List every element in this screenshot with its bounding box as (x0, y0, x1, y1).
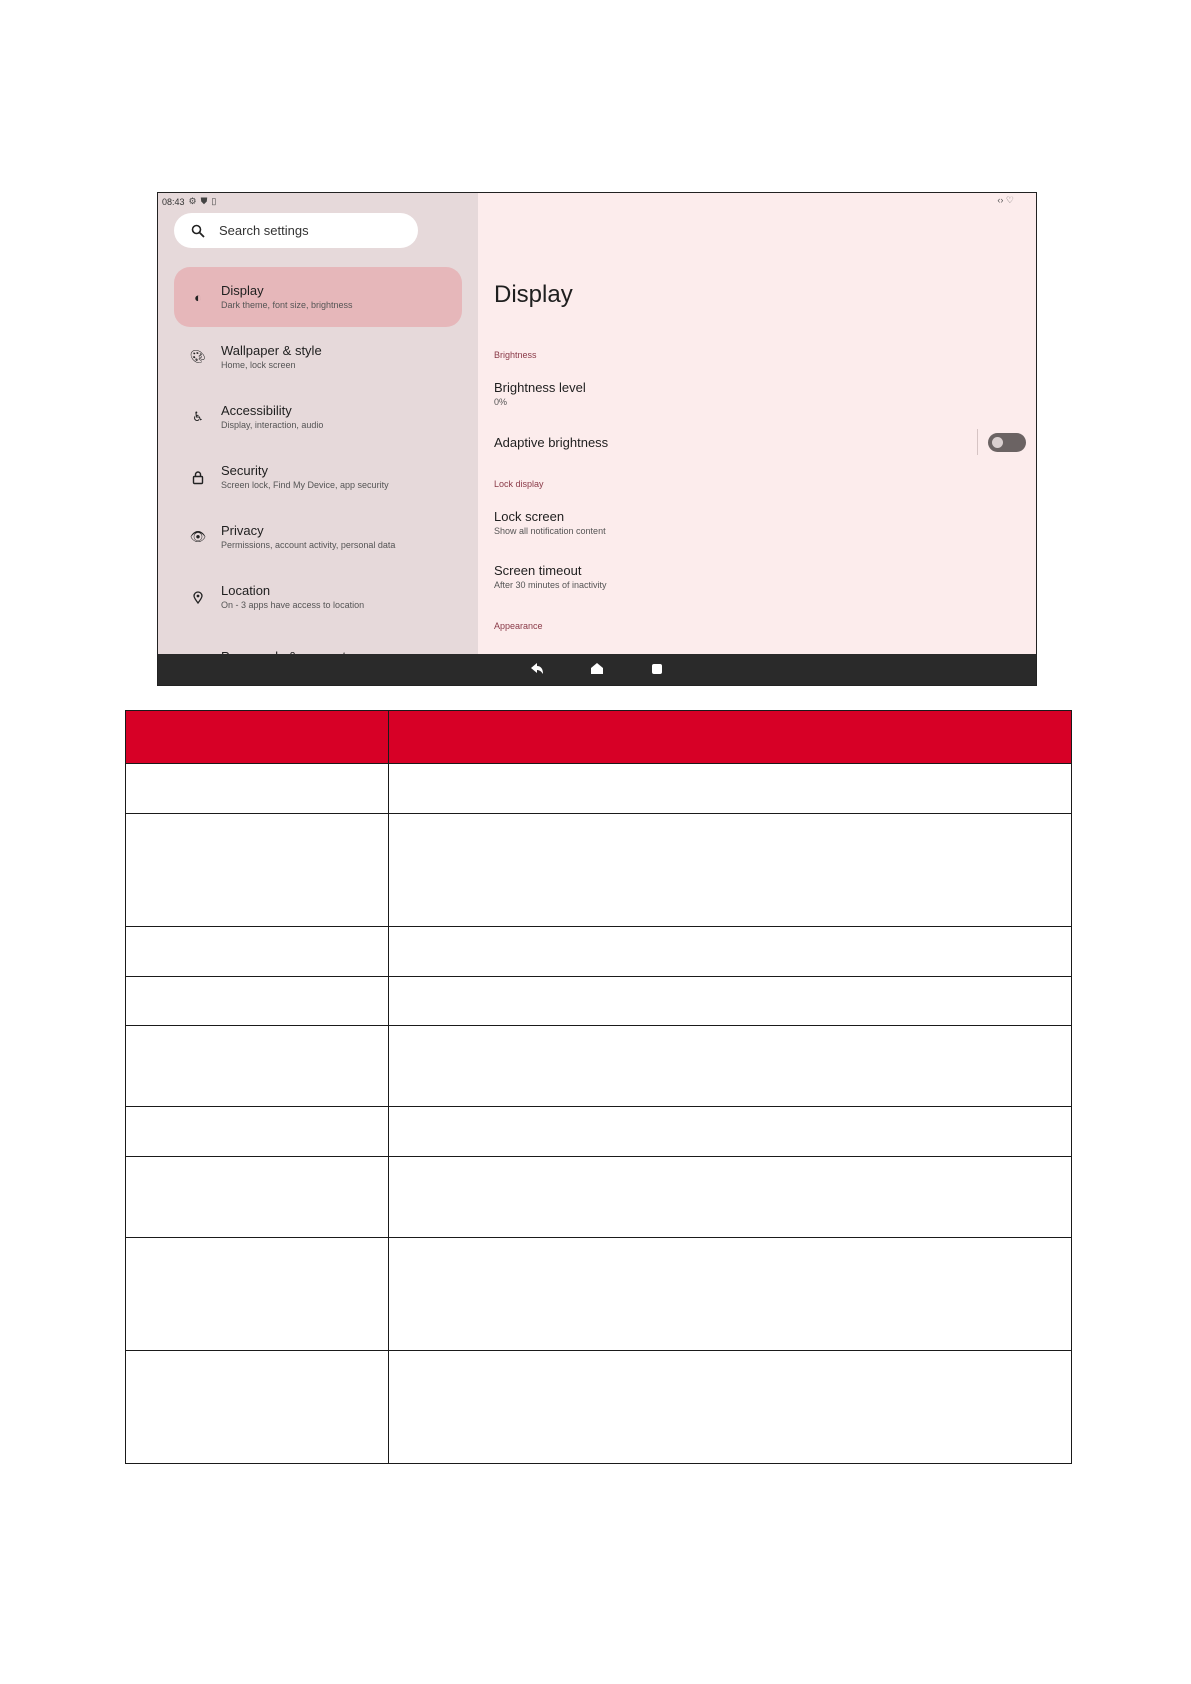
sidebar-item-subtitle: Home, lock screen (221, 359, 296, 370)
navigation-bar (158, 654, 1036, 685)
lock-screen-row[interactable] (494, 509, 606, 538)
table-row (126, 814, 1072, 927)
recents-icon[interactable] (650, 662, 664, 678)
status-time: 08:43 (162, 196, 185, 207)
table-cell (389, 814, 1072, 927)
brightness-level-row[interactable] (494, 380, 586, 409)
sidebar-item-title: Security (221, 462, 268, 478)
table-cell (126, 764, 389, 814)
settings-screenshot (157, 192, 1037, 686)
table-cell (126, 927, 389, 977)
settings-sidebar (158, 193, 478, 655)
table-row (126, 977, 1072, 1026)
sidebar-item-subtitle: Dark theme, font size, brightness (221, 299, 353, 310)
row-title: Screen timeout (494, 563, 582, 578)
section-brightness: Brightness (494, 350, 537, 360)
table-cell (126, 1157, 389, 1238)
sidebar-item-title: Display (221, 282, 264, 298)
table-cell (389, 1026, 1072, 1107)
table-cell (389, 1351, 1072, 1464)
table-row (126, 1351, 1072, 1464)
table-row (126, 927, 1072, 977)
table-cell (389, 927, 1072, 977)
table-cell (389, 1157, 1072, 1238)
sidebar-item-subtitle: Permissions, account activity, personal data (221, 539, 396, 550)
sidebar-item-privacy[interactable] (174, 507, 462, 567)
search-icon (191, 224, 205, 238)
row-title: Lock screen (494, 509, 565, 524)
sidebar-item-location[interactable] (174, 567, 462, 627)
table-cell (126, 1107, 389, 1157)
settings-table (125, 710, 1072, 1464)
table-row (126, 1238, 1072, 1351)
table-cell (126, 814, 389, 927)
sidebar-item-subtitle: Display, interaction, audio (221, 419, 324, 430)
table-row (126, 1026, 1072, 1107)
brightness-icon: ◐ (194, 289, 202, 305)
settings-detail-pane (478, 193, 1036, 655)
heart-icon: ♡ (1005, 195, 1014, 205)
sidebar-item-display[interactable] (174, 267, 462, 327)
section-lock-display: Lock display (494, 479, 544, 489)
location-pin-icon (191, 590, 205, 604)
table-cell (126, 1351, 389, 1464)
status-icons-right (997, 195, 1014, 206)
back-icon[interactable] (530, 662, 544, 678)
adaptive-brightness-toggle[interactable] (988, 433, 1026, 452)
table-header-cell (126, 711, 389, 764)
palette-icon: 🎨︎ (189, 349, 207, 364)
shield-icon: ⛊ (200, 196, 208, 206)
toggle-divider (977, 429, 978, 455)
lock-icon (191, 470, 205, 484)
table-cell (389, 1107, 1072, 1157)
row-subtitle: After 30 minutes of inactivity (494, 580, 607, 590)
sidebar-item-accessibility[interactable] (174, 387, 462, 447)
section-appearance: Appearance (494, 621, 543, 631)
table-cell (126, 1238, 389, 1351)
table-cell (389, 977, 1072, 1026)
row-title: Adaptive brightness (494, 435, 609, 450)
search-input[interactable] (174, 213, 418, 248)
table-row (126, 1157, 1072, 1238)
search-placeholder: Search settings (219, 223, 309, 238)
accessibility-icon: ♿︎ (192, 409, 204, 424)
table-header-cell (389, 711, 1072, 764)
eye-lock-icon: 👁︎ (189, 529, 207, 544)
sim-icon: ▯ (211, 196, 217, 206)
link-icon: ‹› (997, 195, 1004, 205)
sidebar-item-title: Wallpaper & style (221, 342, 322, 358)
row-subtitle: Show all notification content (494, 526, 606, 536)
table-header-row (126, 711, 1072, 764)
sidebar-item-title: Privacy (221, 522, 264, 538)
toggle-knob (992, 437, 1003, 448)
table-cell (389, 1238, 1072, 1351)
gear-icon: ⚙ (188, 196, 197, 206)
table-cell (389, 764, 1072, 814)
table-cell (126, 977, 389, 1026)
sidebar-item-subtitle: Screen lock, Find My Device, app security (221, 479, 389, 490)
home-icon[interactable] (590, 662, 604, 678)
sidebar-item-wallpaper[interactable] (174, 327, 462, 387)
adaptive-brightness-row[interactable] (494, 435, 608, 451)
screen-timeout-row[interactable] (494, 563, 607, 592)
sidebar-item-security[interactable] (174, 447, 462, 507)
page-title: Display (494, 281, 573, 308)
table-row (126, 764, 1072, 814)
row-value: 0% (494, 397, 508, 407)
sidebar-item-subtitle: On - 3 apps have access to location (221, 599, 365, 610)
sidebar-item-title: Accessibility (221, 402, 292, 418)
row-title: Brightness level (494, 380, 586, 395)
table-row (126, 1107, 1072, 1157)
table-cell (126, 1026, 389, 1107)
status-bar (162, 196, 216, 207)
sidebar-item-title: Location (221, 582, 271, 598)
